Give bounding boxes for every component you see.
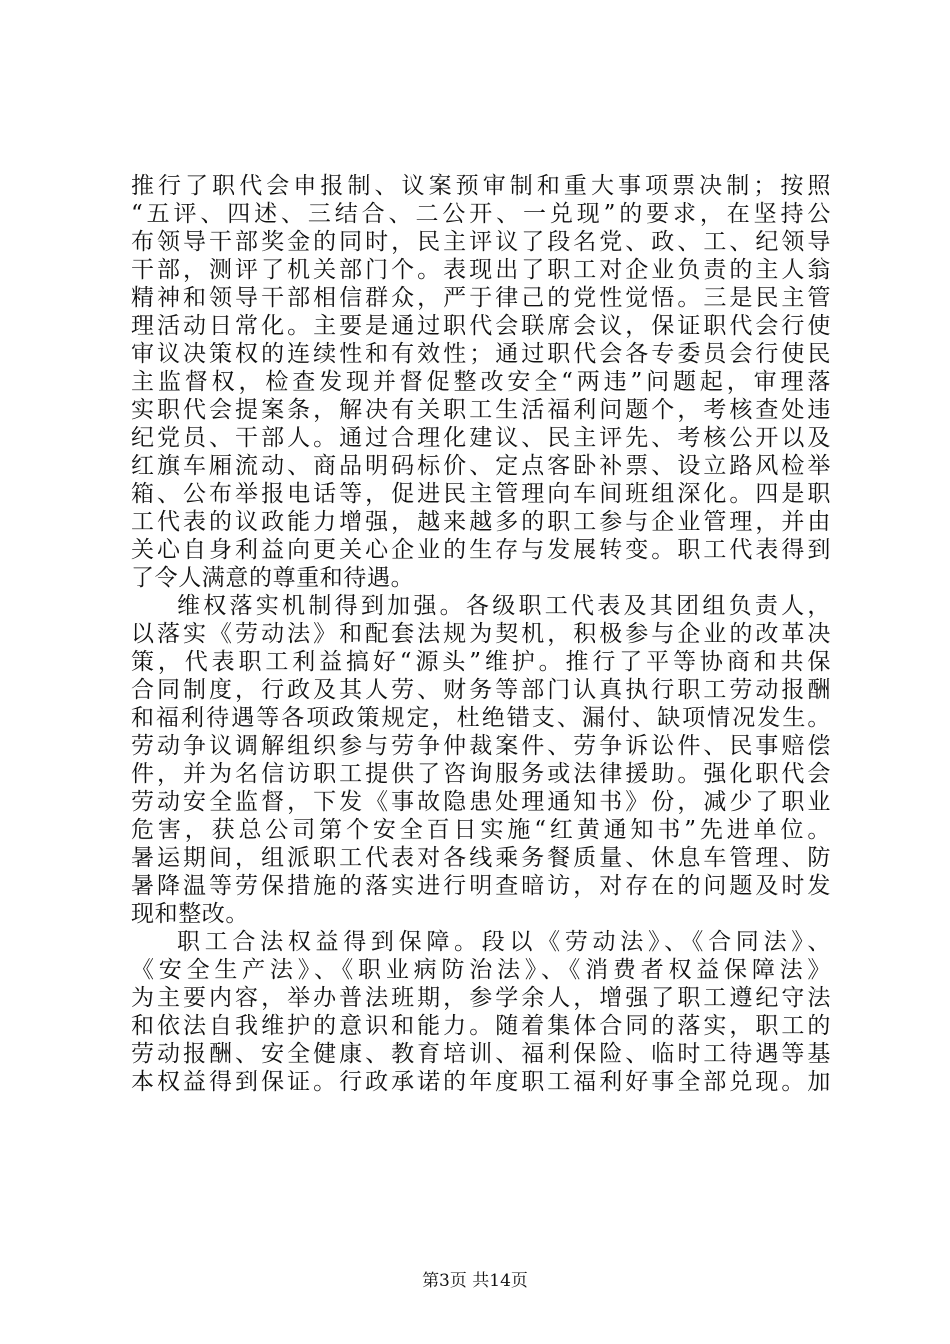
text-line: 《安全生产法》、《职业病防治法》、《消费者权益保障法》 bbox=[131, 957, 831, 983]
text-line: 主监督权，检查发现并督促整改安全“两违”问题起，审理落 bbox=[131, 369, 831, 395]
text-line: 本权益得到保证。行政承诺的年度职工福利好事全部兑现。加 bbox=[131, 1069, 831, 1095]
paragraph-first-line: 职工合法权益得到保障。段以《劳动法》、《合同法》、 bbox=[177, 929, 831, 955]
text-line: 和依法自我维护的意识和能力。随着集体合同的落实，职工的 bbox=[131, 1013, 831, 1039]
text-line: 策，代表职工利益搞好“源头”维护。推行了平等协商和共保 bbox=[131, 649, 831, 675]
text-line: 现和整改。 bbox=[131, 901, 249, 927]
text-line: 劳动安全监督，下发《事故隐患处理通知书》份，减少了职业 bbox=[131, 789, 831, 815]
text-line: 和福利待遇等各项政策规定，杜绝错支、漏付、缺项情况发生。 bbox=[131, 705, 831, 731]
text-line: 干部，测评了机关部门个。表现出了职工对企业负责的主人翁 bbox=[131, 257, 831, 283]
text-line: 红旗车厢流动、商品明码标价、定点客卧补票、设立路风检举 bbox=[131, 453, 831, 479]
text-line: 以落实《劳动法》和配套法规为契机，积极参与企业的改革决 bbox=[131, 621, 831, 647]
text-line: 布领导干部奖金的同时，民主评议了段名党、政、工、纪领导 bbox=[131, 229, 831, 255]
text-line: 劳动争议调解组织参与劳争仲裁案件、劳争诉讼件、民事赔偿 bbox=[131, 733, 831, 759]
text-line: 危害，获总公司第个安全百日实施“红黄通知书”先进单位。 bbox=[131, 817, 831, 843]
text-line: 了令人满意的尊重和待遇。 bbox=[131, 565, 415, 591]
text-line: 箱、公布举报电话等，促进民主管理向车间班组深化。四是职 bbox=[131, 481, 831, 507]
text-line: 关心自身利益向更关心企业的生存与发展转变。职工代表得到 bbox=[131, 537, 831, 563]
document-body bbox=[131, 172, 831, 1096]
text-line: 件，并为名信访职工提供了咨询服务或法律援助。强化职代会 bbox=[131, 761, 831, 787]
text-line: 理活动日常化。主要是通过职代会联席会议，保证职代会行使 bbox=[131, 313, 831, 339]
text-line: 推行了职代会申报制、议案预审制和重大事项票决制；按照 bbox=[131, 173, 831, 199]
paragraph-first-line: 维权落实机制得到加强。各级职工代表及其团组负责人， bbox=[177, 593, 831, 619]
text-line: 实职代会提案条，解决有关职工生活福利问题个，考核查处违 bbox=[131, 397, 831, 423]
text-line: 审议决策权的连续性和有效性；通过职代会各专委员会行使民 bbox=[131, 341, 831, 367]
text-line: 合同制度，行政及其人劳、财务等部门认真执行职工劳动报酬 bbox=[131, 677, 831, 703]
text-line: 工代表的议政能力增强，越来越多的职工参与企业管理，并由 bbox=[131, 509, 831, 535]
text-line: “五评、四述、三结合、二公开、一兑现”的要求，在坚持公 bbox=[131, 201, 831, 227]
page-number: 第3页 共14页 bbox=[422, 1271, 528, 1291]
text-line: 纪党员、干部人。通过合理化建议、民主评先、考核公开以及 bbox=[131, 425, 831, 451]
page-footer bbox=[0, 1270, 950, 1292]
text-line: 暑运期间，组派职工代表对各线乘务餐质量、休息车管理、防 bbox=[131, 845, 831, 871]
text-line: 精神和领导干部相信群众，严于律己的党性觉悟。三是民主管 bbox=[131, 285, 831, 311]
text-line: 为主要内容，举办普法班期，参学余人，增强了职工遵纪守法 bbox=[131, 985, 831, 1011]
text-line: 暑降温等劳保措施的落实进行明查暗访，对存在的问题及时发 bbox=[131, 873, 831, 899]
text-line: 劳动报酬、安全健康、教育培训、福利保险、临时工待遇等基 bbox=[131, 1041, 831, 1067]
